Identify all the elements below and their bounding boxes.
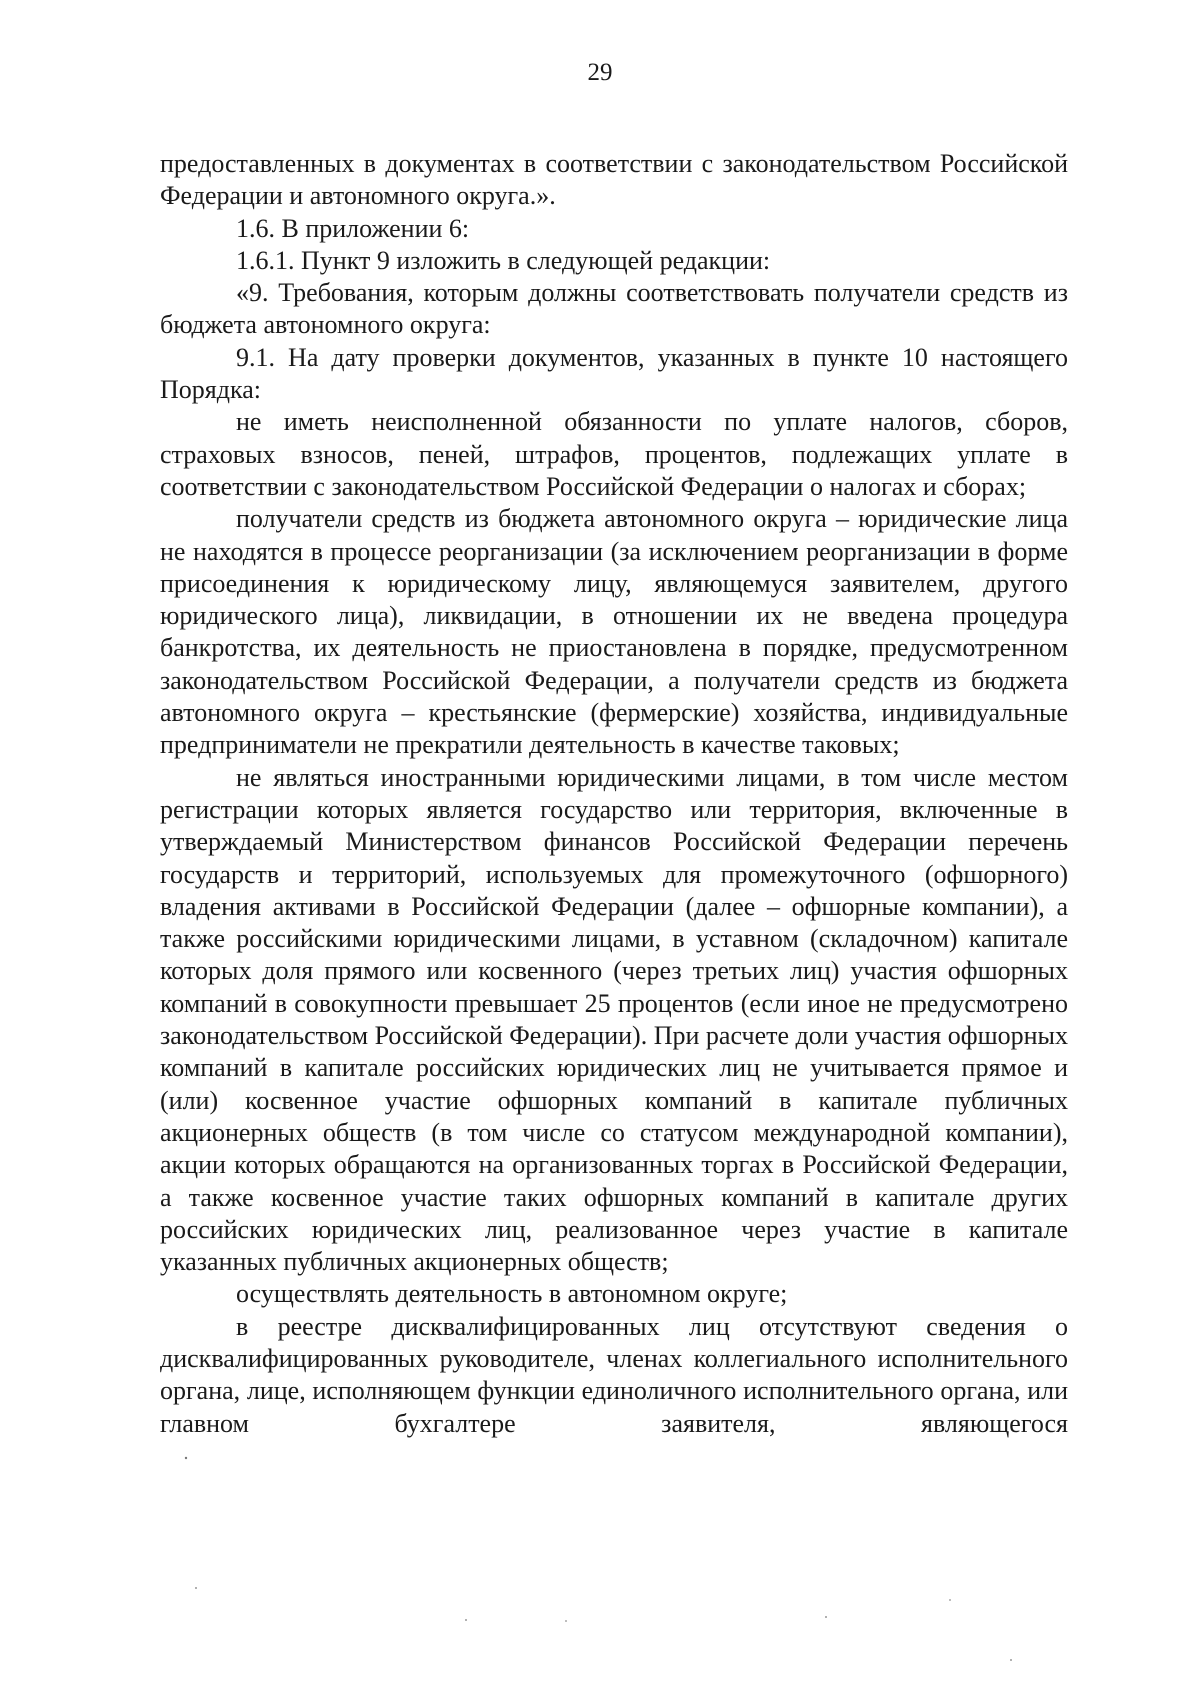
paragraph-disqualified: в реестре дисквалифицированных лиц отсутствуют сведения о дисквалифицированных руководителе, членах коллегиального исполнительного органа, лице, исполняющем функции единоличного исполнительного органа, или главном бухгалтере заявителя, являющегося [160, 1311, 1068, 1438]
paragraph-reorganization: получатели средств из бюджета автономного округа – юридические лица не находятся в процессе реорганизации (за исключением реорганизации в форме присоединения к юридическому лицу, являющемуся заявителем, другого юридического лица), ликвидации, в отношении их не введена процедура банкротства, их деятельность не приостановлена в порядке, предусмотренном законодательством Российской Федерации, а получатели средств из бюджета автономного округа – крестьянские (фермерские) хозяйства, индивидуальные предприниматели не прекратили деятельность в качестве таковых; [160, 504, 1068, 760]
paragraph-item-9: «9. Требования, которым должны соответствовать получатели средств из бюджета автономного округа: [160, 278, 1068, 340]
paragraph-continuation: предоставленных в документах в соответствии с законодательством Российской Федерации и автономного округа.». [160, 149, 1068, 211]
page-number: 29 [587, 59, 613, 86]
paragraph-activity: осуществлять деятельность в автономном округе; [236, 1279, 788, 1309]
scan-speck [825, 1616, 827, 1618]
scan-speck [565, 1620, 567, 1622]
scan-speck [195, 1587, 197, 1589]
paragraph-section-1-6-1: 1.6.1. Пункт 9 изложить в следующей редакции: [236, 245, 771, 275]
paragraph-taxes: не иметь неисполненной обязанности по уплате налогов, сборов, страховых взносов, пеней, штрафов, процентов, подлежащих уплате в соответствии с законодательством Российской Федерации о налогах и сборах; [160, 407, 1068, 501]
paragraph-section-1-6: 1.6. В приложении 6: [236, 213, 470, 243]
scan-speck [185, 1457, 187, 1459]
paragraph-offshore: не являться иностранными юридическими лицами, в том числе местом регистрации которых является государство или территория, включенные в утверждаемый Министерством финансов Российской Федерации перечень государств и территорий, используемых для промежуточного (офшорного) владения активами в Российской Федерации (далее – офшорные компании), а также российскими юридическими лицами, в уставном (складочном) капитале которых доля прямого или косвенного (через третьих лиц) участия офшорных компаний в совокупности превышает 25 процентов (если иное не предусмотрено законодательством Российской Федерации). При расчете доли участия офшорных компаний в капитале российских юридических лиц не учитывается прямое и (или) косвенное участие офшорных компаний в капитале публичных акционерных обществ (в том числе со статусом международной компании), акции которых обращаются на организованных торгах в Российской Федерации, а также косвенное участие таких офшорных компаний в капитале других российских юридических лиц, реализованное через участие в капитале указанных публичных акционерных обществ; [160, 762, 1068, 1277]
scan-speck [465, 1619, 467, 1621]
paragraph-item-9-1: 9.1. На дату проверки документов, указанных в пункте 10 настоящего Порядка: [160, 342, 1068, 405]
scan-speck [1010, 1659, 1012, 1661]
document-body [160, 148, 1068, 1440]
scan-speck [949, 1599, 951, 1601]
